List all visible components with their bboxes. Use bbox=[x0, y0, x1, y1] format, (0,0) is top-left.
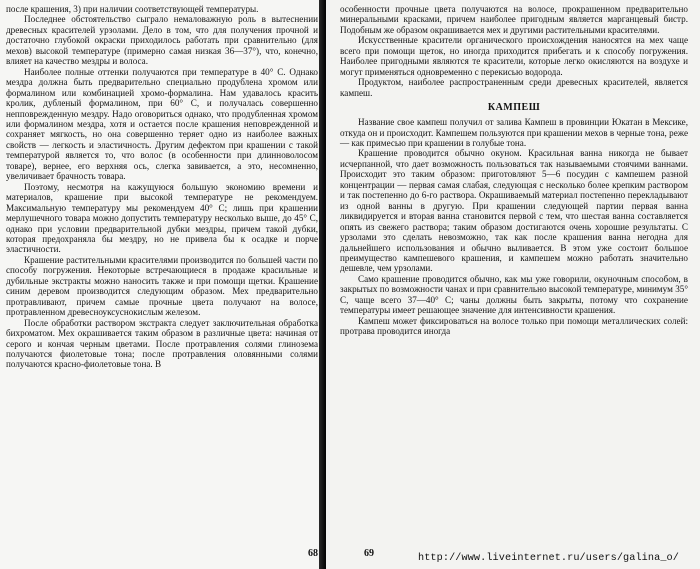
source-url[interactable]: http://www.liveinternet.ru/users/galina_o/ bbox=[418, 553, 679, 564]
left-page bbox=[0, 0, 326, 569]
paragraph: Продуктом, наиболее распространенным среди древесных красителей, является кампеш. bbox=[340, 77, 688, 98]
paragraph: Последнее обстоятельство сыграло немаловажную роль в вытеснении древесных красителей урзолами. Дело в том, что для получения прочной и достаточно глубокой окраски приходилось работать при сравнительно (для мехов) высокой температуре (примерно самая низкая 36—37°), что, конечно, влияет на качество мездры и волоса. bbox=[6, 14, 318, 67]
right-page-text bbox=[340, 4, 688, 337]
paragraph: Само крашение проводится обычно, как мы уже говорили, окуночным способом, в закрытых по возможности чанах и при сравнительно высокой температуре, минимум 35° С, чаще всего 37—40° С; чаны должны быть закрыты, потому что сохранение температуры имеет решающее значение для интенсивности крашения. bbox=[340, 273, 688, 316]
paragraph: особенности прочные цвета получаются на волосе, прокрашенном предварительно минеральными красками, причем наиболее пригодным является марганцевый бистр. Подобным же образом окрашивается мех и другими растительными красителями. bbox=[340, 4, 688, 35]
paragraph: Крашение растительными красителями производится по большей части по способу погружения. Некоторые встречающиеся в продаже красильные и дубильные экстракты можно наносить также и при помощи щетки. Крашение синим деревом производится следующим образом. Мех предварительно протравливают, причем самые прочные цвета получают на волосе, протравленном древесноуксуснокислым железом. bbox=[6, 254, 318, 318]
page-number-right: 69 bbox=[364, 548, 374, 559]
paragraph: Наиболее полные оттенки получаются при температуре в 40° С. Однако мездра должна быть предварительно специально продублена хромом или формалином или комбинацией хромо-формалина. Нам удавалось красить кролик, дубленый формалином, при 60° С, и получалась совершенно непповрежденную мездру. Надо оговориться однако, что продубленная хромом или формалином мездра, хотя и остается после крашения неповрежденной и сохраняет мягкость, но она совершенно теряет одно из наиболее важных свойств — легкость и эластичность. Другим дефектом при крашении с такой температурой является то, что волос (в особенности при длинноволосом товаре), вернее, его верхняя ось, слегка завивается, а это, несомненно, увеличивает брачность товара. bbox=[6, 66, 318, 182]
paragraph: после крашения, 3) при наличии соответствующей температуры. bbox=[6, 4, 259, 14]
section-heading: КАМПЕШ bbox=[487, 102, 541, 114]
left-page-text bbox=[6, 4, 318, 370]
page-number-left: 68 bbox=[308, 548, 318, 559]
paragraph: Крашение проводится обычно окуном. Красильная ванна никогда не бывает исчерпанной, что дает возможность пользоваться так называемыми стоячими ваннами. Происходит это таким образом: приготовляют 5—6 посудин с кампешем разной концентрации — первая самая слабая, следующая с несколько более крепким раствором и так постепенно до 6-го раствора. Окрашиваемый материал постепенно перекладывают из одной ванны в другую. При крашении следующей партии первая ванна ликвидируется и вторая ванна становится первой с тем, что шестая ванна составляется опять из свежего раствора; таким образом достигаются очень хорошие результаты. С урзолами это сделать невозможно, так как после крашения ванна негодна для дальнейшего использования и обычно выливается. В этом уже состоит большое преимущество кампешевого крашения, и кампешем можно работать значительно дешевле, чем урзолами. bbox=[340, 148, 688, 274]
paragraph: После обработки раствором экстракта следует заключительная обработка бихроматом. Мех окрашивается таким образом в различные цвета: начиная от серого и кончая черным цветами. После протравления солями глинозема получаются фиолетовые тона; после протравления оловянными солями получаются красно-фиолетовые тона. В bbox=[6, 317, 318, 370]
paragraph: Поэтому, несмотря на кажущуюся большую экономию времени и материалов, крашение при высокой температуре не рекомендуем. Максимальную температуру мы рекомендуем 40° С; лишь при крашении мерлушечного товара можно допустить температуру несколько выше, до 45° С, однако при условии предварительной дубки мездры, причем такой дубки, которая предохраняла бы мездру, но не привела бы к осадке и порче эластичности. bbox=[6, 181, 318, 255]
paragraph: Искусственные красители органического происхождения наносятся на мех чаще всего при помощи щеток, но иногда приходится прибегать и к способу погружения. Наиболее пригодными являются те красители, которые легко окисляются на воздухе и могут применяться одновременно с перекисью водорода. bbox=[340, 35, 688, 77]
paragraph: Название свое кампеш получил от залива Кампеш в провинции Юкатан в Мексике, откуда он и происходит. Кампешем пользуются при крашении мехов в черные тона, реже — как примесью при крашении в голубые тона. bbox=[340, 117, 688, 148]
paragraph: Кампеш может фиксироваться на волосе только при помощи металлических солей: протрава проводится иногда bbox=[340, 315, 688, 337]
